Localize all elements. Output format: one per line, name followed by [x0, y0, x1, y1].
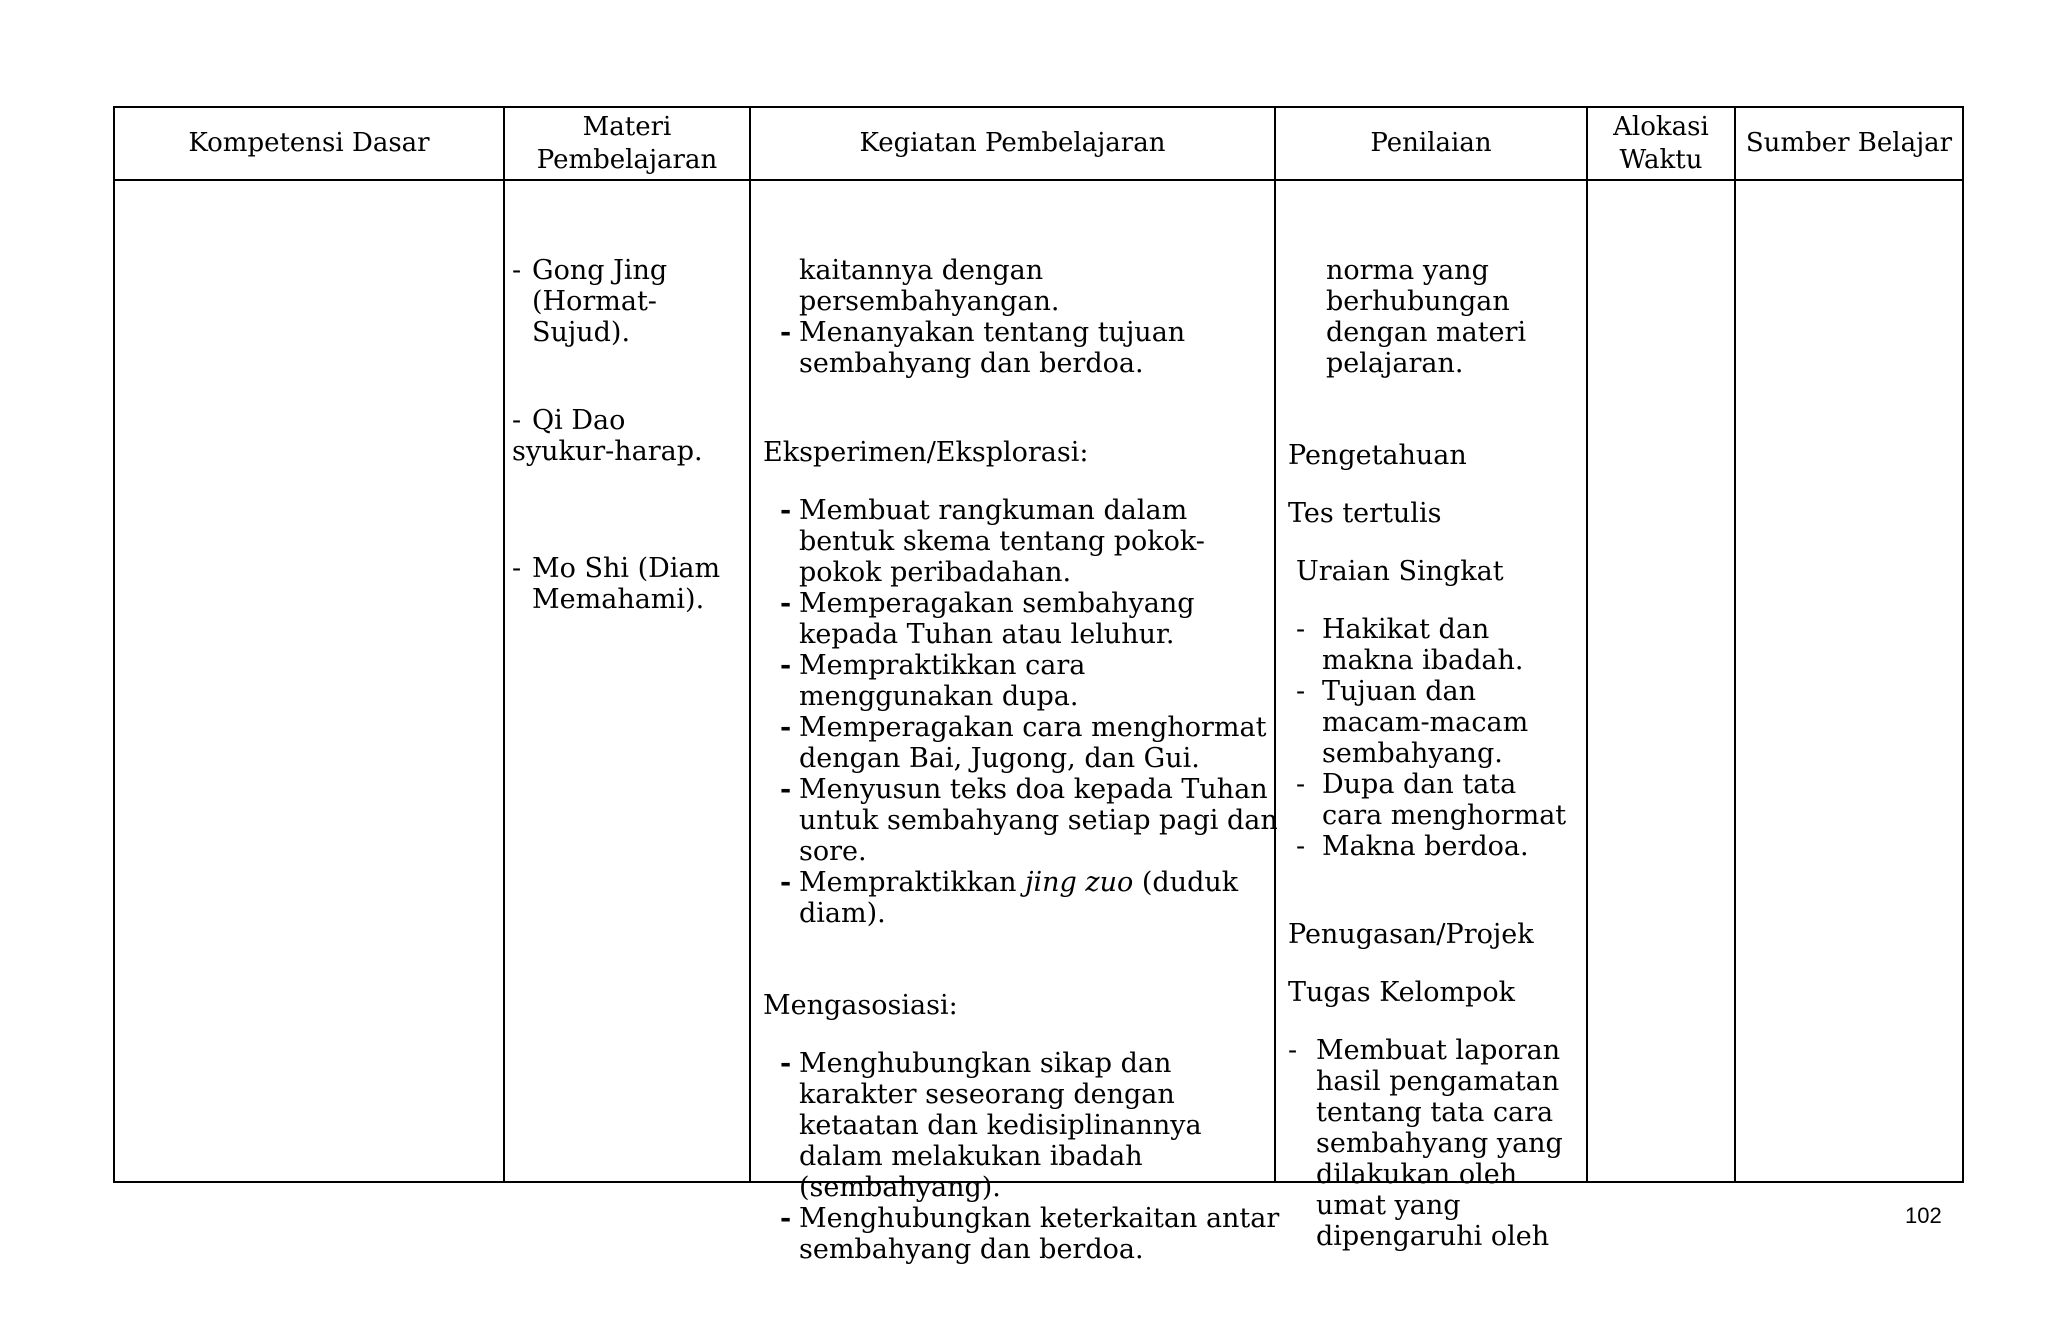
- materi-item-line: (Hormat-: [532, 286, 657, 317]
- header-penilaian: Penilaian: [1275, 107, 1587, 180]
- penilaian-line: umat yang: [1316, 1190, 1461, 1221]
- cell-alokasi-waktu: [1587, 180, 1735, 1182]
- kegiatan-line: kaitannya dengan: [799, 255, 1044, 286]
- materi-item-line: Sujud).: [532, 317, 631, 348]
- kegiatan-line: persembahyangan.: [799, 286, 1060, 317]
- penilaian-line: cara menghormat: [1322, 800, 1567, 831]
- table-header-row: [114, 107, 1963, 180]
- kegiatan-line: sore.: [799, 836, 867, 867]
- kegiatan-line: dengan Bai, Jugong, dan Gui.: [799, 743, 1200, 774]
- heading-mengasosiasi: Mengasosiasi:: [763, 990, 958, 1021]
- cell-kompetensi-dasar: [114, 180, 504, 1182]
- kegiatan-line: untuk sembahyang setiap pagi dan: [799, 805, 1278, 836]
- heading-penugasan-projek: Penugasan/Projek: [1288, 919, 1534, 950]
- penilaian-line: macam-macam: [1322, 707, 1529, 738]
- page-number: 102: [1905, 1203, 1942, 1228]
- heading-eksperimen: Eksperimen/Eksplorasi:: [763, 437, 1089, 468]
- penilaian-line: dipengaruhi oleh: [1316, 1221, 1550, 1252]
- penilaian-line: berhubungan: [1326, 286, 1510, 317]
- header-kegiatan-pembelajaran: Kegiatan Pembelajaran: [750, 107, 1275, 180]
- kegiatan-line: (sembahyang).: [799, 1172, 1001, 1203]
- penilaian-line: sembahyang.: [1322, 738, 1503, 769]
- kegiatan-line: sembahyang dan berdoa.: [799, 1234, 1144, 1265]
- kegiatan-line: bentuk skema tentang pokok-: [799, 526, 1205, 557]
- cell-materi-pembelajaran: - Gong Jing (Hormat- Sujud). - Qi Dao syukur-harap. - Mo Shi (Diam Memahami).: [504, 180, 750, 1182]
- kegiatan-line: ketaatan dan kedisiplinannya: [799, 1110, 1202, 1141]
- header-materi-pembelajaran: Materi Pembelajaran: [504, 107, 750, 180]
- jing-zuo-term: jing zuo: [1025, 867, 1134, 898]
- kegiatan-line: pokok peribadahan.: [799, 557, 1072, 588]
- cell-sumber-belajar: [1735, 180, 1963, 1182]
- cell-kegiatan-pembelajaran: kaitannya dengan persembahyangan. - Menanyakan tentang tujuan sembahyang dan berdoa. Eksperimen/Eksplorasi: - Membuat rangkuman dalam bentuk skema tentang pokok- pokok peribadahan. - Memperagakan sembahyang kepada Tuhan atau leluhur. - Mempraktikkan cara menggunakan dupa. - Memperagakan cara menghormat dengan Bai, Jugong, dan Gui. - Menyusun teks doa kepada Tuhan untuk sembahyang setiap pagi dan sore. - Mempraktikkan jing zuo (duduk diam). Mengasosiasi: - Menghubungkan sikap dan karakter seseorang dengan ketaatan dan kedisiplinannya dalam melakukan ibadah (sembahyang). - Menghubungkan keterkaitan antar sembahyang dan berdoa.: [750, 180, 1275, 1182]
- penilaian-line: tentang tata cara: [1316, 1097, 1554, 1128]
- penilaian-line: makna ibadah.: [1322, 645, 1524, 676]
- kegiatan-line: menggunakan dupa.: [799, 681, 1079, 712]
- materi-item-line: syukur-harap.: [512, 436, 703, 467]
- penilaian-line: norma yang: [1326, 255, 1489, 286]
- kegiatan-line: kepada Tuhan atau leluhur.: [799, 619, 1175, 650]
- header-alokasi-waktu: Alokasi Waktu: [1587, 107, 1735, 180]
- penilaian-line: pelajaran.: [1326, 348, 1464, 379]
- penilaian-line: sembahyang yang: [1316, 1128, 1563, 1159]
- header-sumber-belajar: Sumber Belajar: [1735, 107, 1963, 180]
- cell-penilaian: norma yang berhubungan dengan materi pelajaran. Pengetahuan Tes tertulis Uraian Singkat - Hakikat dan makna ibadah. - Tujuan dan macam-macam sembahyang. - Dupa dan tata cara menghormat - Makna berdoa. Penugasan/Projek Tugas Kelompok - Membuat laporan hasil pengamatan tentang tata cara sembahyang yang dilakukan oleh umat yang dipengaruhi oleh: [1275, 180, 1587, 1182]
- header-kompetensi-dasar: Kompetensi Dasar: [114, 107, 504, 180]
- penilaian-line: dilakukan oleh: [1316, 1159, 1518, 1190]
- label-tugas-kelompok: Tugas Kelompok: [1288, 977, 1516, 1008]
- kegiatan-line: sembahyang dan berdoa.: [799, 348, 1144, 379]
- label-uraian-singkat: Uraian Singkat: [1296, 556, 1504, 587]
- penilaian-line: dengan materi: [1326, 317, 1527, 348]
- table-row: [114, 180, 1963, 1182]
- kegiatan-line: karakter seseorang dengan: [799, 1079, 1175, 1110]
- kegiatan-line: dalam melakukan ibadah: [799, 1141, 1143, 1172]
- penilaian-line: hasil pengamatan: [1316, 1066, 1560, 1097]
- label-tes-tertulis: Tes tertulis: [1288, 498, 1442, 529]
- kegiatan-line: diam).: [799, 898, 886, 929]
- materi-item-line: Memahami).: [532, 584, 705, 615]
- heading-pengetahuan: Pengetahuan: [1288, 440, 1467, 471]
